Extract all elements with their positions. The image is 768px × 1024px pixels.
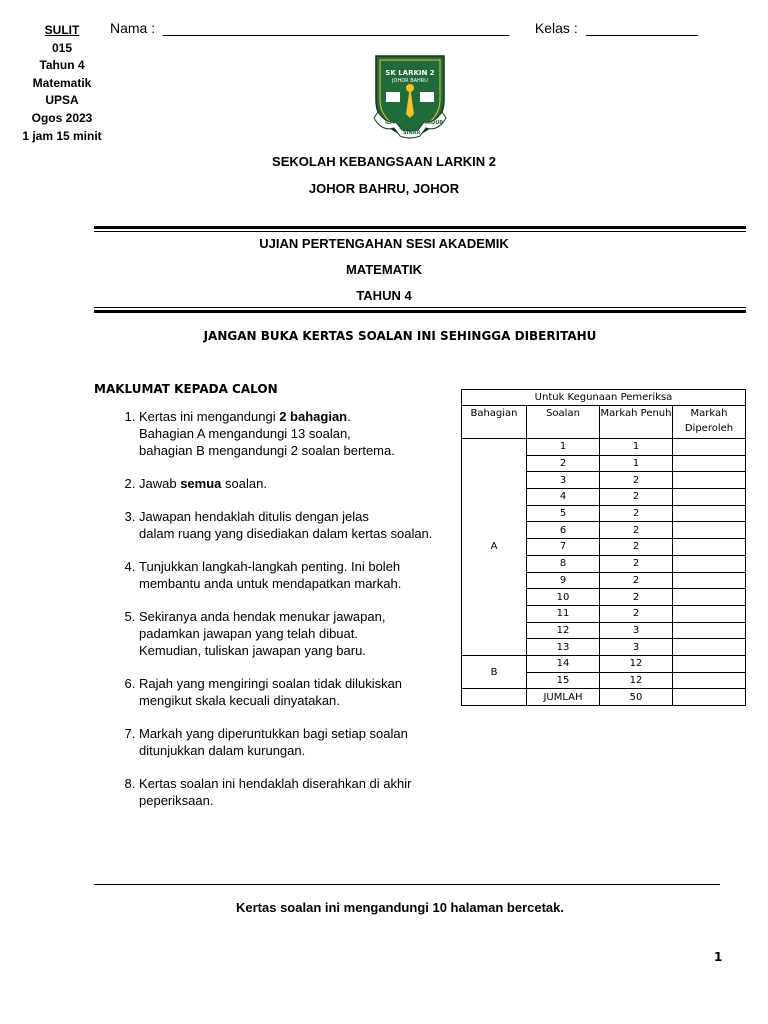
obtained-mark-cell[interactable] (673, 622, 746, 639)
total-row (462, 689, 746, 706)
name-field[interactable] (163, 23, 509, 36)
full-mark-cell: 2 (600, 539, 673, 556)
obtained-mark-cell[interactable] (673, 572, 746, 589)
instruction-line: 5. Sekiranya anda hendak menukar jawapan, (139, 609, 386, 624)
divider-thin (94, 307, 746, 308)
table-row (462, 655, 746, 672)
divider-thick (94, 310, 746, 313)
instruction-line: bahagian B mengandungi 2 soalan bertema. (139, 443, 395, 458)
name-label: Nama : (110, 20, 156, 36)
question-number-cell: 13 (527, 639, 600, 656)
info-title: MAKLUMAT KEPADA CALON (94, 382, 278, 396)
grade-label: Tahun 4 (39, 58, 85, 73)
question-number-cell: 9 (527, 572, 600, 589)
empty-cell (462, 689, 527, 706)
instruction-line: dalam ruang yang disediakan dalam kertas soalan. (139, 526, 433, 541)
instruction-line: 6. Rajah yang mengiringi soalan tidak dilukiskan (139, 676, 403, 691)
exam-duration: 1 jam 15 minit (22, 128, 102, 143)
obtained-mark-cell[interactable] (673, 539, 746, 556)
obtained-mark-cell[interactable] (673, 589, 746, 606)
obtained-mark-cell[interactable] (673, 639, 746, 656)
table-header: Markah Diperoleh (673, 406, 746, 439)
full-mark-cell: 1 (600, 439, 673, 456)
question-number-cell: 8 (527, 555, 600, 572)
exam-code: 015 (51, 40, 73, 55)
obtained-mark-cell[interactable] (673, 455, 746, 472)
motto-word-2: SINAR (403, 130, 421, 136)
obtained-mark-cell[interactable] (673, 605, 746, 622)
full-mark-cell: 3 (600, 639, 673, 656)
school-name: SEKOLAH KEBANGSAAN LARKIN 2 (272, 154, 496, 169)
section-cell: A (462, 439, 527, 656)
table-row (462, 439, 746, 456)
instruction-item (139, 775, 519, 809)
subject-label: Matematik (32, 75, 92, 90)
full-mark-cell: 2 (600, 605, 673, 622)
full-mark-cell: 2 (600, 489, 673, 506)
warning-text: JANGAN BUKA KERTAS SOALAN INI SEHINGGA DIBERITAHU (203, 329, 597, 343)
logo-sub-text: JOHOR BAHRU (392, 78, 428, 84)
motto-word-1: ILMU (385, 120, 400, 126)
total-obtained-cell[interactable] (673, 689, 746, 706)
full-mark-cell: 2 (600, 522, 673, 539)
obtained-mark-cell[interactable] (673, 522, 746, 539)
instruction-line: mengikut skala kecuali dinyatakan. (139, 693, 340, 708)
question-number-cell: 6 (527, 522, 600, 539)
divider-thin (94, 231, 746, 232)
full-mark-cell: 2 (600, 555, 673, 572)
exam-type-label: UPSA (45, 93, 79, 108)
instruction-line: 1. Kertas ini mengandungi 2 bahagian. (139, 409, 351, 424)
question-number-cell: 10 (527, 589, 600, 606)
instruction-line: 8. Kertas soalan ini hendaklah diserahkan di akhir (139, 776, 412, 791)
full-mark-cell: 12 (600, 672, 673, 689)
obtained-mark-cell[interactable] (673, 505, 746, 522)
logo-top-text: SK LARKIN 2 (385, 69, 435, 77)
question-number-cell: 7 (527, 539, 600, 556)
exam-subject: MATEMATIK (345, 262, 423, 277)
name-class-row (110, 20, 698, 36)
exam-side-info (14, 22, 110, 145)
school-logo (372, 52, 448, 144)
full-mark-cell: 12 (600, 655, 673, 672)
full-mark-cell: 2 (600, 472, 673, 489)
obtained-mark-cell[interactable] (673, 472, 746, 489)
question-number-cell: 3 (527, 472, 600, 489)
question-number-cell: 14 (527, 655, 600, 672)
question-number-cell: 15 (527, 672, 600, 689)
full-mark-cell: 3 (600, 622, 673, 639)
obtained-mark-cell[interactable] (673, 555, 746, 572)
motto-word-3: HIDUP (425, 120, 443, 126)
examiner-table (461, 389, 746, 706)
question-number-cell: 11 (527, 605, 600, 622)
class-label: Kelas : (534, 20, 578, 36)
sulit-label: SULIT (44, 23, 80, 37)
instruction-line: Kemudian, tuliskan jawapan yang baru. (139, 643, 366, 658)
instruction-list (94, 408, 519, 825)
instruction-line: 4. Tunjukkan langkah-langkah penting. Ini boleh (139, 559, 401, 574)
section-cell: B (462, 655, 527, 688)
full-mark-cell: 2 (600, 589, 673, 606)
full-mark-cell: 2 (600, 572, 673, 589)
table-header: Bahagian (462, 406, 527, 439)
exam-grade: TAHUN 4 (356, 288, 412, 303)
instruction-line: Bahagian A mengandungi 13 soalan, (139, 426, 351, 441)
instruction-line: 7. Markah yang diperuntukkan bagi setiap soalan (139, 726, 408, 741)
question-number-cell: 2 (527, 455, 600, 472)
exam-title: UJIAN PERTENGAHAN SESI AKADEMIK (259, 236, 509, 251)
obtained-mark-cell[interactable] (673, 489, 746, 506)
obtained-mark-cell[interactable] (673, 655, 746, 672)
obtained-mark-cell[interactable] (673, 439, 746, 456)
exam-date: Ogos 2023 (31, 110, 93, 125)
total-label: JUMLAH (527, 689, 600, 706)
school-location: JOHOR BAHRU, JOHOR (308, 181, 460, 196)
obtained-mark-cell[interactable] (673, 672, 746, 689)
question-number-cell: 4 (527, 489, 600, 506)
full-mark-cell: 2 (600, 505, 673, 522)
total-value: 50 (600, 689, 673, 706)
question-number-cell: 12 (527, 622, 600, 639)
class-field[interactable] (586, 23, 698, 36)
table-title: Untuk Kegunaan Pemeriksa (462, 390, 746, 406)
instruction-line: membantu anda untuk mendapatkan markah. (139, 576, 402, 591)
instruction-item (139, 725, 519, 759)
table-header: Markah Penuh (600, 406, 673, 439)
table-header: Soalan (527, 406, 600, 439)
instruction-line: 3. Jawapan hendaklah ditulis dengan jelas (139, 509, 369, 524)
question-number-cell: 5 (527, 505, 600, 522)
full-mark-cell: 1 (600, 455, 673, 472)
book-icon (386, 92, 400, 102)
question-number-cell: 1 (527, 439, 600, 456)
instruction-line: padamkan jawapan yang telah dibuat. (139, 626, 358, 641)
page-count-note: Kertas soalan ini mengandungi 10 halaman bercetak. (236, 900, 564, 915)
page-number: 1 (714, 950, 723, 964)
instruction-line: peperiksaan. (139, 793, 214, 808)
divider-thick (94, 226, 746, 229)
instruction-line: 2. Jawab semua soalan. (139, 476, 267, 491)
footer-divider (94, 884, 720, 885)
instruction-line: ditunjukkan dalam kurungan. (139, 743, 306, 758)
